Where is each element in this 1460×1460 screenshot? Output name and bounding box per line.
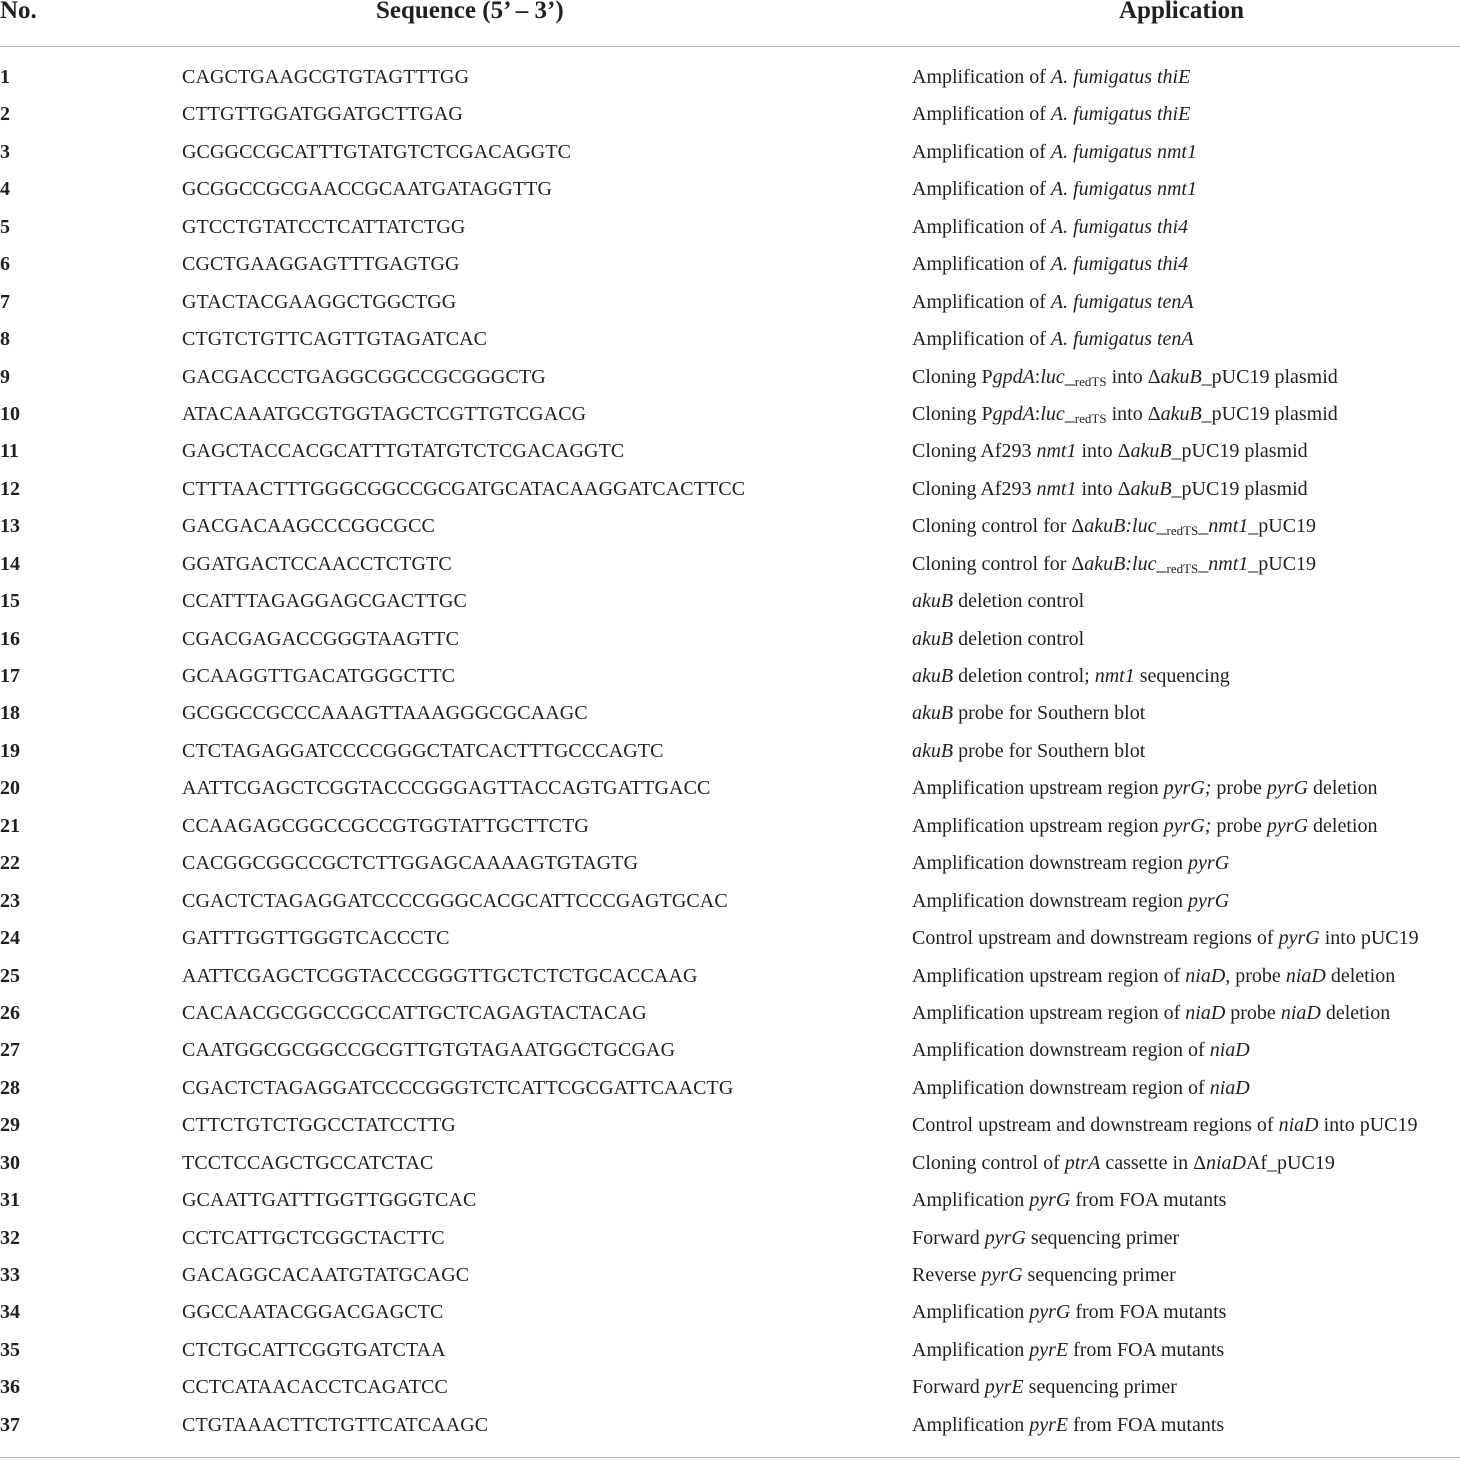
- application-text: Amplification: [912, 1189, 1030, 1212]
- application-italic-term: nmt1: [1208, 552, 1249, 575]
- application-subscript: redTS: [1166, 560, 1199, 576]
- header-application: Application: [1119, 0, 1245, 24]
- application-text: Amplification of: [912, 328, 1051, 351]
- application-text: deletion control: [953, 590, 1085, 613]
- row-number: 11: [0, 440, 19, 463]
- row-application: [912, 695, 1145, 732]
- row-sequence: CAGCTGAAGCGTGTAGTTTGG: [182, 66, 470, 88]
- table-row: [0, 770, 1460, 807]
- application-italic-term: akuB: [1130, 477, 1172, 500]
- application-text: Af_pUC19: [1245, 1151, 1335, 1174]
- application-italic-term: pyrG: [984, 1226, 1026, 1249]
- application-text: deletion: [1308, 777, 1378, 800]
- row-application: [912, 808, 1377, 845]
- row-application: [912, 1145, 1335, 1182]
- application-text: Forward: [912, 1226, 985, 1249]
- row-application: [912, 995, 1390, 1032]
- application-italic-term: niaD: [1209, 1076, 1250, 1099]
- application-italic-term: gpdA: [992, 402, 1035, 425]
- application-italic-term: nmt1: [1208, 515, 1249, 538]
- application-text: probe: [1211, 777, 1267, 800]
- application-text: Amplification of: [912, 253, 1051, 276]
- application-text: Amplification upstream region of: [912, 1001, 1186, 1024]
- row-application: [912, 96, 1190, 133]
- application-text: _: [1156, 552, 1167, 575]
- table-row: [0, 1220, 1460, 1257]
- row-sequence: CCTCATAACACCTCAGATCC: [182, 1376, 448, 1399]
- application-text: Amplification of: [912, 140, 1051, 163]
- application-italic-term: ptrA: [1064, 1151, 1101, 1174]
- application-text: Amplification downstream region of: [912, 1076, 1210, 1099]
- row-number: 4: [0, 178, 10, 201]
- application-text: from FOA mutants: [1068, 1338, 1225, 1361]
- application-text: probe: [1211, 814, 1267, 837]
- row-application: [912, 658, 1230, 695]
- row-sequence: CTTTAACTTTGGGCGGCCGCGATGCATACAAGGATCACTTCC: [182, 477, 746, 500]
- row-sequence: CAATGGCGCGGCCGCGTTGTGTAGAATGGCTGCGAG: [182, 1039, 676, 1062]
- row-sequence: GGCCAATACGGACGAGCTC: [182, 1301, 444, 1324]
- application-text: Amplification upstream region of: [912, 964, 1186, 987]
- application-italic-term: pyrG: [1029, 1301, 1071, 1324]
- application-text: into Δ: [1076, 477, 1131, 500]
- row-number: 18: [0, 702, 20, 725]
- application-text: _pUC19 plasmid: [1201, 402, 1338, 425]
- application-italic-term: gpdA: [992, 365, 1035, 388]
- table-row: [0, 1294, 1460, 1331]
- application-text: _: [1198, 552, 1209, 575]
- row-number: 1: [0, 66, 10, 88]
- row-number: 36: [0, 1376, 20, 1399]
- row-number: 3: [0, 140, 10, 163]
- row-sequence: CTCTGCATTCGGTGATCTAA: [182, 1338, 446, 1361]
- row-number: 6: [0, 253, 10, 276]
- table-row: [0, 284, 1460, 321]
- application-text: _pUC19: [1248, 552, 1317, 575]
- row-application: [912, 845, 1229, 882]
- application-text: sequencing: [1134, 665, 1230, 687]
- row-application: [912, 359, 1338, 396]
- row-application: [912, 621, 1084, 658]
- application-italic-term: niaD: [1209, 1039, 1250, 1062]
- row-number: 13: [0, 515, 20, 538]
- row-sequence: CCAAGAGCGGCCGCCGTGGTATTGCTTCTG: [182, 814, 589, 837]
- row-number: 33: [0, 1264, 20, 1286]
- application-text: Cloning Af293: [912, 440, 1037, 463]
- table-row: [0, 658, 1460, 695]
- application-text: _: [1156, 515, 1167, 538]
- row-application: [912, 508, 1316, 545]
- application-text: :: [1034, 402, 1041, 425]
- application-italic-term: akuB:luc: [1084, 552, 1157, 575]
- row-application: [912, 958, 1395, 995]
- application-text: Cloning control for Δ: [912, 515, 1085, 538]
- application-italic-term: nmt1: [1094, 665, 1135, 687]
- row-number: 15: [0, 590, 20, 613]
- application-text: , probe: [1225, 964, 1286, 987]
- row-sequence: ATACAAATGCGTGGTAGCTCGTTGTCGACG: [182, 402, 587, 425]
- row-application: [912, 920, 1419, 957]
- row-application: [912, 396, 1338, 433]
- table-row: [0, 1032, 1460, 1069]
- application-text: Cloning P: [912, 365, 993, 388]
- application-text: :: [1034, 365, 1041, 388]
- table-row: [0, 359, 1460, 396]
- row-application: [912, 471, 1308, 508]
- table-row: [0, 845, 1460, 882]
- application-italic-term: pyrG;: [1163, 777, 1212, 800]
- application-text: _pUC19: [1248, 515, 1317, 538]
- row-sequence: GATTTGGTTGGGTCACCCTC: [182, 927, 450, 950]
- application-italic-term: nmt1: [1036, 477, 1077, 500]
- row-application: [912, 1407, 1224, 1444]
- row-sequence: CGACTCTAGAGGATCCCCGGGCACGCATTCCCGAGTGCAC: [182, 889, 728, 912]
- application-text: sequencing primer: [1025, 1226, 1180, 1249]
- application-text: _pUC19 plasmid: [1171, 477, 1308, 500]
- application-italic-term: pyrE: [984, 1376, 1024, 1399]
- application-italic-term: A. fumigatus nmt1: [1050, 178, 1197, 201]
- application-subscript: redTS: [1074, 373, 1107, 389]
- application-italic-term: A. fumigatus thiE: [1050, 66, 1191, 88]
- application-text: into Δ: [1106, 365, 1161, 388]
- table-row: [0, 508, 1460, 545]
- row-number: 37: [0, 1413, 20, 1436]
- row-number: 27: [0, 1039, 20, 1062]
- table-row: [0, 695, 1460, 732]
- application-italic-term: akuB: [912, 739, 954, 762]
- row-sequence: GGATGACTCCAACCTCTGTC: [182, 552, 452, 575]
- application-text: deletion: [1320, 1001, 1391, 1024]
- application-text: Amplification upstream region: [912, 814, 1164, 837]
- application-italic-term: A. fumigatus thi4: [1050, 215, 1189, 238]
- application-italic-term: pyrE: [1029, 1338, 1069, 1361]
- table-row: [0, 59, 1460, 96]
- application-text: Amplification: [912, 1413, 1030, 1436]
- row-application: [912, 1257, 1176, 1294]
- application-italic-term: nmt1: [1036, 440, 1077, 463]
- row-sequence: CCTCATTGCTCGGCTACTTC: [182, 1226, 445, 1249]
- application-text: Control upstream and downstream regions of: [912, 927, 1279, 950]
- application-italic-term: akuB:luc: [1084, 515, 1157, 538]
- application-italic-term: luc: [1040, 402, 1065, 425]
- application-text: _pUC19 plasmid: [1201, 365, 1338, 388]
- table-row: [0, 209, 1460, 246]
- row-application: [912, 1332, 1224, 1369]
- application-italic-term: niaD: [1185, 964, 1226, 987]
- row-application: [912, 284, 1194, 321]
- row-sequence: GCAAGGTTGACATGGGCTTC: [182, 665, 456, 687]
- row-application: [912, 1070, 1250, 1107]
- row-application: [912, 59, 1190, 96]
- application-italic-term: pyrG: [981, 1264, 1023, 1286]
- application-text: Amplification of: [912, 178, 1051, 201]
- application-text: into Δ: [1076, 440, 1131, 463]
- row-sequence: CTTCTGTCTGGCCTATCCTTG: [182, 1114, 456, 1137]
- row-application: [912, 209, 1188, 246]
- table-row: [0, 621, 1460, 658]
- application-text: _: [1198, 515, 1209, 538]
- row-application: [912, 883, 1229, 920]
- application-italic-term: akuB: [1160, 402, 1202, 425]
- table-row: [0, 1369, 1460, 1406]
- application-text: Control upstream and downstream regions of: [912, 1114, 1279, 1137]
- application-text: from FOA mutants: [1070, 1301, 1227, 1324]
- row-number: 25: [0, 964, 20, 987]
- row-number: 20: [0, 777, 20, 800]
- application-text: probe for Southern blot: [953, 739, 1146, 762]
- table-row: [0, 1107, 1460, 1144]
- row-number: 24: [0, 927, 20, 950]
- table-row: [0, 583, 1460, 620]
- application-text: Cloning control of: [912, 1151, 1065, 1174]
- application-text: probe for Southern blot: [953, 702, 1146, 725]
- row-application: [912, 321, 1194, 358]
- application-text: into Δ: [1106, 402, 1161, 425]
- row-number: 34: [0, 1301, 20, 1324]
- row-number: 17: [0, 665, 20, 687]
- row-number: 14: [0, 552, 20, 575]
- application-text: Amplification downstream region: [912, 889, 1189, 912]
- application-text: Amplification of: [912, 66, 1051, 88]
- application-text: into pUC19: [1318, 1114, 1418, 1137]
- row-number: 35: [0, 1338, 20, 1361]
- application-italic-term: akuB: [1130, 440, 1172, 463]
- row-number: 2: [0, 103, 10, 126]
- application-text: probe: [1225, 1001, 1281, 1024]
- application-text: deletion control: [953, 627, 1085, 650]
- row-sequence: CGACTCTAGAGGATCCCCGGGTCTCATTCGCGATTCAACTG: [182, 1076, 734, 1099]
- row-application: [912, 770, 1377, 807]
- application-text: Cloning Af293: [912, 477, 1037, 500]
- application-italic-term: niaD: [1205, 1151, 1246, 1174]
- application-text: Amplification of: [912, 290, 1051, 313]
- table-row: [0, 733, 1460, 770]
- application-text: _pUC19 plasmid: [1171, 440, 1308, 463]
- row-number: 26: [0, 1001, 20, 1024]
- row-number: 28: [0, 1076, 20, 1099]
- row-application: [912, 1220, 1179, 1257]
- application-text: _: [1064, 402, 1075, 425]
- table-row: [0, 1407, 1460, 1444]
- application-italic-term: luc: [1040, 365, 1065, 388]
- application-text: sequencing primer: [1022, 1264, 1176, 1286]
- row-number: 7: [0, 290, 10, 313]
- table-row: [0, 96, 1460, 133]
- application-italic-term: A. fumigatus thiE: [1050, 103, 1191, 126]
- row-sequence: GACGACCCTGAGGCGGCCGCGGGCTG: [182, 365, 546, 388]
- row-application: [912, 433, 1308, 470]
- row-sequence: GTACTACGAAGGCTGGCTGG: [182, 290, 457, 313]
- row-application: [912, 1369, 1177, 1406]
- application-italic-term: akuB: [912, 627, 954, 650]
- application-subscript: redTS: [1074, 410, 1107, 426]
- application-text: Amplification: [912, 1338, 1030, 1361]
- table-row: [0, 920, 1460, 957]
- row-number: 10: [0, 402, 20, 425]
- application-text: Cloning control for Δ: [912, 552, 1085, 575]
- row-application: [912, 1032, 1250, 1069]
- application-text: from FOA mutants: [1070, 1189, 1227, 1212]
- table-row: [0, 1332, 1460, 1369]
- row-application: [912, 583, 1084, 620]
- row-sequence: CGCTGAAGGAGTTTGAGTGG: [182, 253, 460, 276]
- row-number: 16: [0, 627, 20, 650]
- application-text: into pUC19: [1319, 927, 1419, 950]
- application-text: Amplification of: [912, 215, 1051, 238]
- application-text: from FOA mutants: [1068, 1413, 1225, 1436]
- row-sequence: GTCCTGTATCCTCATTATCTGG: [182, 215, 466, 238]
- table-header: [0, 0, 1460, 47]
- application-italic-term: niaD: [1278, 1114, 1319, 1137]
- row-number: 19: [0, 739, 20, 762]
- row-application: [912, 246, 1188, 283]
- application-text: deletion control;: [953, 665, 1095, 687]
- table-row: [0, 1257, 1460, 1294]
- table-row: [0, 1145, 1460, 1182]
- row-number: 5: [0, 215, 10, 238]
- table-row: [0, 808, 1460, 845]
- application-text: Forward: [912, 1376, 985, 1399]
- row-sequence: GCGGCCGCCCAAAGTTAAAGGGCGCAAGC: [182, 702, 588, 725]
- row-sequence: AATTCGAGCTCGGTACCCGGGTTGCTCTCTGCACCAAG: [182, 964, 698, 987]
- application-italic-term: niaD: [1285, 964, 1326, 987]
- table-row: [0, 471, 1460, 508]
- application-italic-term: pyrG: [1278, 927, 1320, 950]
- application-italic-term: pyrG: [1029, 1189, 1071, 1212]
- application-italic-term: pyrG;: [1163, 814, 1212, 837]
- application-italic-term: pyrG: [1188, 889, 1230, 912]
- table-row: [0, 396, 1460, 433]
- table-row: [0, 433, 1460, 470]
- application-text: cassette in Δ: [1100, 1151, 1206, 1174]
- row-sequence: CCATTTAGAGGAGCGACTTGC: [182, 590, 467, 613]
- row-sequence: GAGCTACCACGCATTTGTATGTCTCGACAGGTC: [182, 440, 625, 463]
- application-italic-term: pyrG: [1266, 777, 1309, 800]
- table-row: [0, 546, 1460, 583]
- bottom-rule: [0, 1457, 1460, 1458]
- row-number: 32: [0, 1226, 20, 1249]
- row-sequence: CGACGAGACCGGGTAAGTTC: [182, 627, 460, 650]
- row-number: 9: [0, 365, 10, 388]
- application-italic-term: akuB: [912, 665, 954, 687]
- row-sequence: GCAATTGATTTGGTTGGGTCAC: [182, 1189, 477, 1212]
- application-text: deletion: [1325, 964, 1396, 987]
- application-italic-term: akuB: [912, 702, 954, 725]
- table-row: [0, 246, 1460, 283]
- application-italic-term: pyrE: [1029, 1413, 1069, 1436]
- row-sequence: CACGGCGGCCGCTCTTGGAGCAAAAGTGTAGTG: [182, 852, 639, 875]
- application-text: Amplification of: [912, 103, 1051, 126]
- table-row: [0, 958, 1460, 995]
- header-no: No.: [0, 0, 37, 24]
- application-text: Reverse: [912, 1264, 982, 1286]
- table-row: [0, 883, 1460, 920]
- row-number: 21: [0, 814, 20, 837]
- application-text: Cloning P: [912, 402, 993, 425]
- row-sequence: GACGACAAGCCCGGCGCC: [182, 515, 435, 538]
- table-body: [0, 59, 1460, 1444]
- row-number: 23: [0, 889, 20, 912]
- application-italic-term: A. fumigatus thi4: [1050, 253, 1189, 276]
- application-italic-term: pyrG: [1188, 852, 1230, 875]
- row-sequence: CTGTCTGTTCAGTTGTAGATCAC: [182, 328, 488, 351]
- application-text: deletion: [1308, 814, 1378, 837]
- table-row: [0, 1070, 1460, 1107]
- table-row: [0, 1182, 1460, 1219]
- row-number: 8: [0, 328, 10, 351]
- row-sequence: TCCTCCAGCTGCCATCTAC: [182, 1151, 434, 1174]
- application-italic-term: A. fumigatus nmt1: [1050, 140, 1197, 163]
- row-sequence: CACAACGCGGCCGCCATTGCTCAGAGTACTACAG: [182, 1001, 647, 1024]
- row-sequence: AATTCGAGCTCGGTACCCGGGAGTTACCAGTGATTGACC: [182, 777, 711, 800]
- row-sequence: GCGGCCGCGAACCGCAATGATAGGTTG: [182, 178, 553, 201]
- row-application: [912, 134, 1197, 171]
- application-italic-term: akuB: [912, 590, 954, 613]
- row-number: 22: [0, 852, 20, 875]
- row-sequence: GCGGCCGCATTTGTATGTCTCGACAGGTC: [182, 140, 572, 163]
- application-italic-term: A. fumigatus tenA: [1050, 290, 1194, 313]
- header-sequence: Sequence (5’ – 3’): [376, 0, 564, 24]
- row-number: 31: [0, 1189, 20, 1212]
- row-number: 12: [0, 477, 20, 500]
- row-application: [912, 1294, 1226, 1331]
- table-row: [0, 171, 1460, 208]
- application-text: Amplification: [912, 1301, 1030, 1324]
- row-number: 30: [0, 1151, 20, 1174]
- application-italic-term: A. fumigatus tenA: [1050, 328, 1194, 351]
- row-sequence: CTGTAAACTTCTGTTCATCAAGC: [182, 1413, 489, 1436]
- application-subscript: redTS: [1166, 523, 1199, 539]
- application-text: sequencing primer: [1023, 1376, 1177, 1399]
- row-application: [912, 546, 1316, 583]
- table-row: [0, 995, 1460, 1032]
- table-row: [0, 321, 1460, 358]
- row-sequence: CTTGTTGGATGGATGCTTGAG: [182, 103, 463, 126]
- application-text: _: [1064, 365, 1075, 388]
- row-sequence: CTCTAGAGGATCCCCGGGCTATCACTTTGCCCAGTC: [182, 739, 664, 762]
- row-application: [912, 1182, 1226, 1219]
- application-italic-term: niaD: [1185, 1001, 1226, 1024]
- row-sequence: GACAGGCACAATGTATGCAGC: [182, 1264, 470, 1286]
- table-row: [0, 134, 1460, 171]
- row-application: [912, 1107, 1418, 1144]
- application-text: Amplification downstream region of: [912, 1039, 1210, 1062]
- row-application: [912, 171, 1197, 208]
- application-text: Amplification downstream region: [912, 852, 1189, 875]
- application-text: Amplification upstream region: [912, 777, 1164, 800]
- application-italic-term: akuB: [1160, 365, 1202, 388]
- application-italic-term: niaD: [1280, 1001, 1321, 1024]
- row-application: [912, 733, 1145, 770]
- application-italic-term: pyrG: [1266, 814, 1309, 837]
- row-number: 29: [0, 1114, 20, 1137]
